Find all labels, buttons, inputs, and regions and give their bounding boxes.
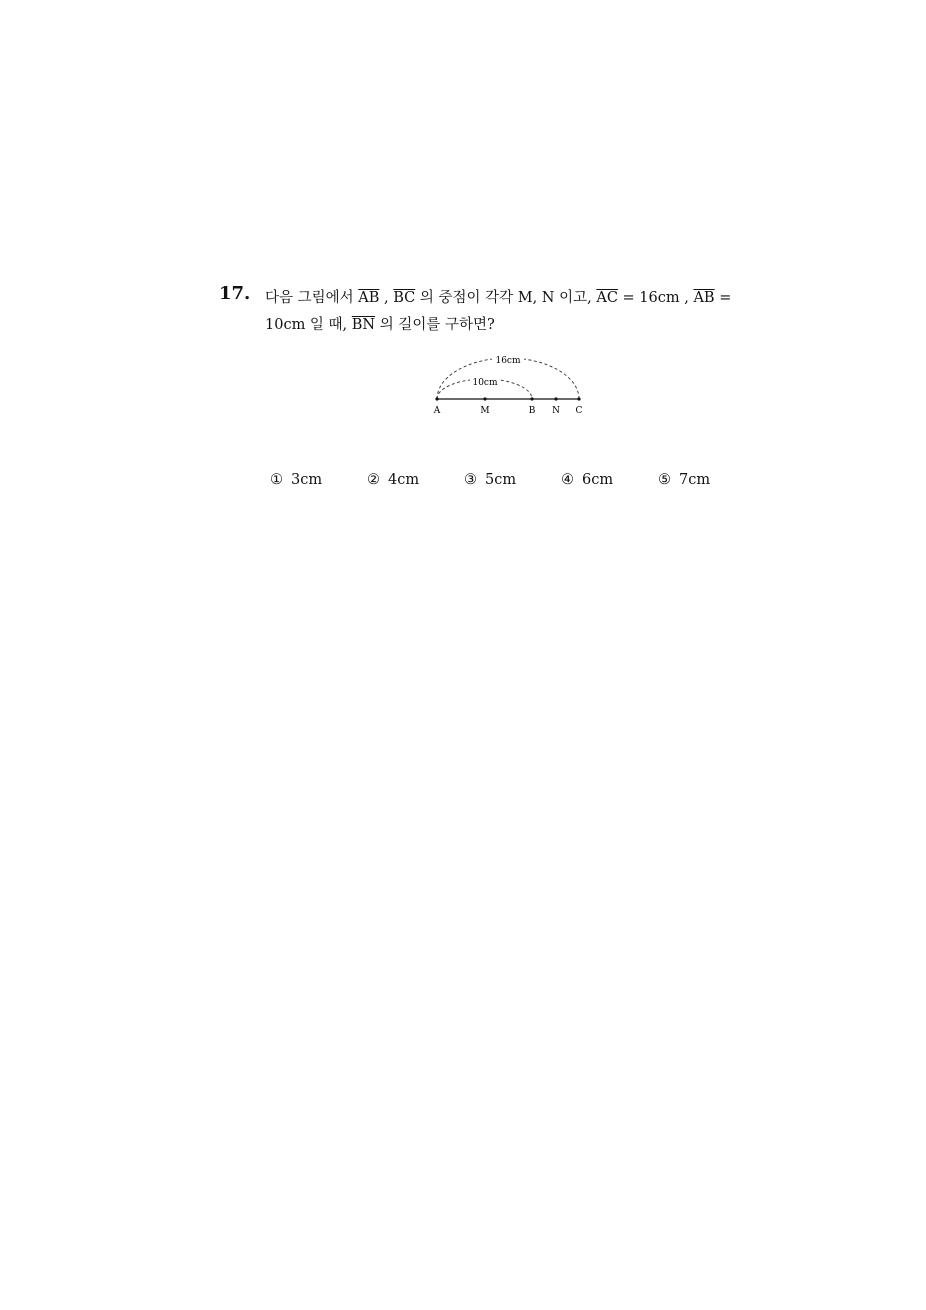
choice-3[interactable] <box>464 472 516 488</box>
point-label-c: C <box>575 406 583 416</box>
choice-mark: ⑤ <box>658 472 671 488</box>
stem-text: , <box>379 290 394 306</box>
segment-ab: $\overline{AB}$ <box>358 290 380 306</box>
segment-bn: $\overline{BN}$ <box>351 317 376 333</box>
choice-text: 3cm <box>291 472 323 488</box>
problem-stem <box>265 285 760 339</box>
point-m <box>483 397 486 400</box>
choice-5[interactable] <box>658 472 710 488</box>
stem-text: = 16cm , <box>617 290 694 306</box>
choice-2[interactable] <box>367 472 419 488</box>
problem-number: 17. <box>219 283 251 304</box>
point-label-n: N <box>552 406 560 416</box>
segment-figure <box>425 350 595 420</box>
choice-1[interactable] <box>270 472 322 488</box>
choice-4[interactable] <box>561 472 613 488</box>
choice-mark: ④ <box>561 472 574 488</box>
stem-line-1 <box>265 285 760 312</box>
choice-mark: ② <box>367 472 380 488</box>
choice-text: 6cm <box>582 472 614 488</box>
choice-mark: ① <box>270 472 283 488</box>
stem-text: 다음 그림에서 <box>265 290 359 306</box>
segment-bc: $\overline{BC}$ <box>393 290 416 306</box>
point-label-b: B <box>528 406 536 416</box>
stem-text: 의 길이를 구하면? <box>375 317 495 333</box>
point-label-m: M <box>480 406 490 416</box>
point-a <box>435 397 438 400</box>
stem-text: = <box>714 290 732 306</box>
point-b <box>530 397 533 400</box>
arc-ab-label: 10cm <box>472 378 498 388</box>
choice-text: 4cm <box>388 472 420 488</box>
segment-ab: $\overline{AB}$ <box>693 290 715 306</box>
point-n <box>554 397 557 400</box>
stem-line-2 <box>265 312 760 339</box>
choice-text: 7cm <box>679 472 711 488</box>
choice-text: 5cm <box>485 472 517 488</box>
stem-text: 의 중점이 각각 M, N 이고, <box>415 290 597 306</box>
choice-mark: ③ <box>464 472 477 488</box>
segment-ac: $\overline{AC}$ <box>596 290 618 306</box>
stem-text: 10cm 일 때, <box>265 317 352 333</box>
point-label-a: A <box>433 406 441 416</box>
arc-ac-label: 16cm <box>495 356 521 366</box>
point-c <box>577 397 580 400</box>
